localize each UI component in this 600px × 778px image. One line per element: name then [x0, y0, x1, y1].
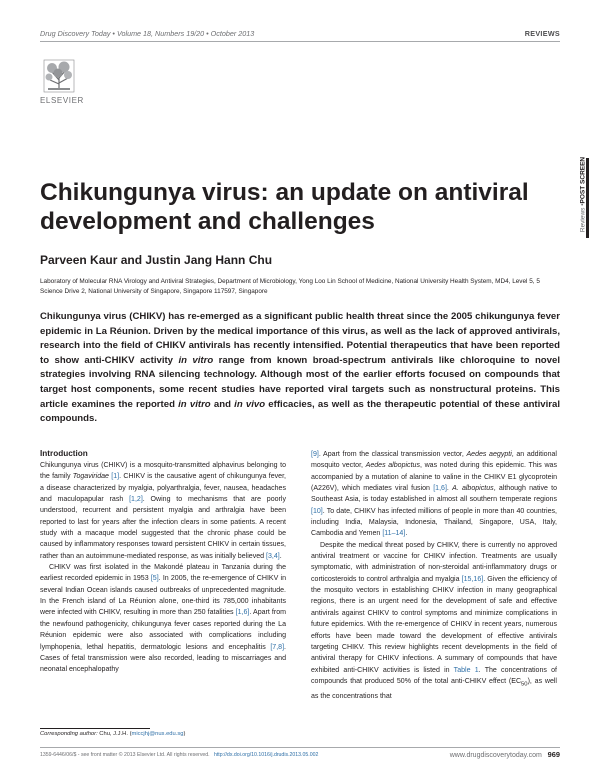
- header-divider: [40, 41, 560, 42]
- doi-link[interactable]: http://dx.doi.org/10.1016/j.drudis.2013.05.002: [213, 752, 319, 758]
- citation-link[interactable]: [10]: [311, 507, 323, 515]
- author-affiliation: Laboratory of Molecular RNA Virology and Antiviral Strategies, Department of Microbiology, Yong Loo Lin School of Medicine, National University Health System, MD4, Level 5, 5 Science Drive 2, National University of Singapore, Singapore 117597, Singapore: [40, 278, 540, 295]
- citation-link[interactable]: [5]: [150, 575, 159, 583]
- citation-link[interactable]: [1]: [111, 473, 120, 481]
- journal-url[interactable]: www.drugdiscoverytoday.com: [449, 752, 542, 759]
- footnote-divider: [40, 728, 150, 729]
- body-paragraph: Despite the medical threat posed by CHIKV, there is currently no approved antiviral treatment or vaccine for CHIKV infection. Treatments are usually symptomatic, with administration of non-steroidal anti-inflammatory drugs or corticosteroids to control arthralgia and myalgia [15,16]. Given the efficiency of the mosquito vectors in establishing CHIKV infection in many geographical regions, there is an urgent need for the development of safe and effective antivirals against CHIKV to control symptoms and minimize complications in future epidemics. With the re-emergence of CHIKV in recent years, numerous efforts have been made toward the development of effective antivirals targeting CHIKV. This review highlights recent developments in the field of antiviral therapy for CHIKV infections. A summary of compounds that have exhibited anti-CHIKV activities is listed in Table 1. The concentrations of compounds that produced 50% of the total anti-CHIKV effect $(EC_{50})$, as well as the concentrations that: [311, 541, 557, 700]
- side-tab: [576, 158, 590, 238]
- citation-link[interactable]: [3,4]: [266, 552, 280, 560]
- elsevier-wordmark: ELSEVIER: [40, 96, 84, 105]
- body-column-left: [40, 449, 286, 676]
- side-tab-prefix: Reviews •: [579, 203, 587, 233]
- body-paragraph: [9]. Apart from the classical transmission vector, Aedes aegypti, an additional mosquito vector, Aedes albopictus, was noted during this epidemic. This was accompanied by a mutation of alanine to valine in the CHIKV E1 glycoprotein (A226V), which mediates viral fusion [1,6]. A. albopictus, although native to Southeast Asia, is today established in almost all southern temperate regions [10]. To date, CHIKV has infected millions of people in more than 40 countries, including India, Malaysia, Indonesia, Thailand, Singapore, USA, Italy, Cambodia and Yemen [11–14].: [311, 451, 557, 538]
- email-link[interactable]: miccjhj@nus.edu.sg: [131, 731, 184, 737]
- footer-divider: [40, 747, 560, 748]
- article-authors: Parveen Kaur and Justin Jang Hann Chu: [40, 253, 273, 267]
- body-paragraph: CHIKV was first isolated in the Makondé plateau in Tanzania during the earliest recorded epidemic in 1953 [5]. In 2005, the re-emergence of CHIKV in several Indian Ocean islands caused outbreaks of unprecedented magnitude. In the French island of La Réunion alone, one-third its 785,000 inhabitants were infected with CHIKV, resulting in more than 250 fatalities [1,6]. Apart from the newfound pathogenicity, chikungunya fever cases reported during the La Réunion epidemic were also associated with complications including lymphopenia, lethal hepatitis, dermatologic lesions and encephalitis [7,8]. Cases of fetal transmission were also recorded, leading to miscarriages and neonatal encephalopathy: [40, 564, 287, 674]
- footer-page-info: [450, 750, 560, 759]
- elsevier-tree-icon: [38, 58, 100, 108]
- citation-link[interactable]: [9]: [311, 451, 319, 458]
- elsevier-logo: [38, 58, 100, 108]
- citation-link[interactable]: [11–14]: [382, 530, 406, 538]
- section-label: REVIEWS: [524, 29, 560, 38]
- section-heading-introduction: Introduction: [40, 449, 88, 458]
- footer-copyright: 1359-6446/06/$ - see front matter © 2013 Elsevier Ltd. All rights reserved. http://dx.doi.org/10.1016/j.drudis.2013.05.002: [40, 752, 319, 758]
- table-link[interactable]: Table 1: [453, 666, 479, 674]
- journal-issue-header: Drug Discovery Today • Volume 18, Numbers 19/20 • October 2013: [40, 29, 255, 38]
- citation-link[interactable]: [1,2]: [129, 496, 143, 504]
- citation-link[interactable]: [1,6]: [235, 609, 250, 617]
- page-number: 969: [547, 750, 560, 759]
- body-column-right: [311, 449, 557, 702]
- corresponding-author-footnote: Corresponding author: Chu, J.J.H. (miccjhj@nus.edu.sg): [40, 731, 186, 737]
- citation-link[interactable]: [7,8]: [270, 643, 285, 651]
- article-title: Chikungunya virus: an update on antiviral development and challenges: [40, 179, 529, 235]
- body-paragraph: Chikungunya virus (CHIKV) is a mosquito-transmitted alphavirus belonging to the family Togaviridae [1]. CHIKV is the causative agent of chikungunya fever, a disease characterized by myalgia, polyarthralgia, fever, nausea, headaches and maculopapular rash [1,2]. Owing to mechanisms that are poorly understood, recurrent and persistent myalgia and arthralgia have been reported to last for years after the infection clears in some patients. A recent study with a macaque model suggested that the chronic phase could be caused by inflammatory responses toward persistent CHIKV in certain tissues, rather than an autoimmune-mediated response, as was initially believed [3,4].: [40, 462, 286, 560]
- citation-link[interactable]: [1,6]: [433, 485, 447, 493]
- citation-link[interactable]: [15,16]: [461, 575, 484, 583]
- side-tab-bar: [586, 158, 589, 238]
- abstract: Chikungunya virus (CHIKV) has re-emerged as a significant public health threat since the 2005 chikungunya fever epidemic in La Réunion. Driven by the medical importance of this virus, as well as the lack of approved antivirals, research into the field of CHIKV antivirals has recently intensified. Potential therapeutics that have been reported to show anti-CHIKV activity in vitro range from known broad-spectrum antivirals like chloroquine to novel strategies involving RNA silencing technology. Although most of the earlier efforts focused on compounds that target host components, some recent studies have reported viral targets such as nonstructural proteins. This article examines the reported in vitro and in vivo efficacies, as well as the therapeutic potential of these antiviral compounds.: [40, 311, 561, 425]
- side-tab-label: POST SCREEN: [579, 156, 587, 204]
